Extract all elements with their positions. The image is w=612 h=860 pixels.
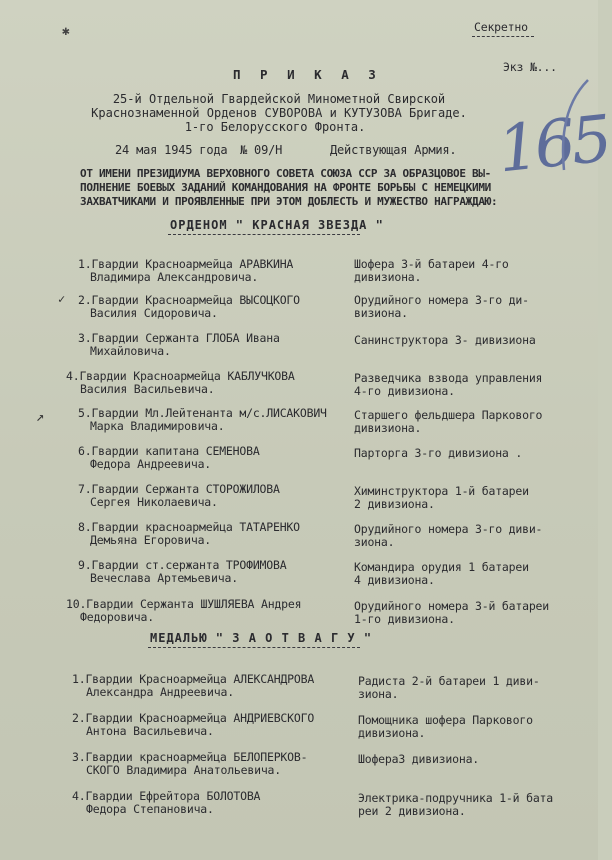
- corner-mark-icon: ✱: [62, 24, 70, 39]
- list-item-position: Химинструктора 1-й батареи: [354, 484, 529, 498]
- section-title-underline: [148, 647, 360, 648]
- document-title: П Р И К А З: [233, 67, 382, 82]
- list-item-position: Орудийного номера 3-го ди-: [354, 293, 529, 307]
- list-item-position: 1-го дивизиона.: [354, 612, 455, 626]
- intro-line-1: ОТ ИМЕНИ ПРЕЗИДИУМА ВЕРХОВНОГО СОВЕТА СОЮЗА ССР ЗА ОБРАЗЦОВОЕ ВЫ-: [80, 167, 491, 180]
- list-item-position: 4-го дивизиона.: [354, 384, 455, 398]
- intro-line-3: ЗАХВАТЧИКАМИ И ПРОЯВЛЕННЫЕ ПРИ ЭТОМ ДОБЛЕСТЬ И МУЖЕСТВО НАГРАЖДАЮ:: [80, 195, 498, 208]
- list-item-position: визиона.: [354, 306, 408, 320]
- list-item-name: 4.Гвардии Ефрейтора БОЛОТОВА: [72, 789, 261, 803]
- classification-underline: [472, 36, 534, 37]
- list-item-name: Антона Васильевича.: [86, 724, 214, 738]
- list-item-name: Михайловича.: [90, 344, 171, 358]
- header-line-1: 25-й Отдельной Гвардейской Минометной Свирской: [112, 92, 446, 106]
- list-item-position: реи 2 дивизиона.: [358, 804, 466, 818]
- list-item-name: 5.Гвардии Мл.Лейтенанта м/с.ЛИСАКОВИЧ: [78, 406, 327, 420]
- list-item-position: зиона.: [358, 687, 399, 701]
- header-line-3: 1-го Белорусского Фронта.: [184, 120, 366, 134]
- list-item-name: 4.Гвардии Красноармейца КАБЛУЧКОВА: [66, 369, 295, 383]
- list-item-position: Радиста 2-й батареи 1 диви-: [358, 674, 540, 688]
- order-number: № 09/Н: [240, 143, 283, 157]
- list-item-position: дивизиона.: [358, 726, 426, 740]
- list-item-position: Помощника шофера Паркового: [358, 713, 533, 727]
- list-item-name: Федора Степановича.: [86, 802, 214, 816]
- list-item-name: Вечеслава Артемьевича.: [90, 571, 238, 585]
- list-item-name: 7.Гвардии Сержанта СТОРОЖИЛОВА: [78, 482, 280, 496]
- list-item-name: 2.Гвардии Красноармейца ВЫСОЦКОГО: [78, 293, 300, 307]
- list-item-position: зиона.: [354, 535, 395, 549]
- list-item-position: Электрика-подручника 1-й бата: [358, 791, 553, 805]
- list-item-position: Шофера 3-й батареи 4-го: [354, 257, 509, 271]
- copy-label: Экз №...: [503, 60, 557, 74]
- section-title-red-star: ОРДЕНОМ " КРАСНАЯ ЗВЕЗДА ": [170, 218, 384, 232]
- order-date: 24 мая 1945 года: [115, 143, 228, 157]
- classification-label: Секретно: [474, 20, 528, 34]
- list-item-name: СКОГО Владимира Анатольевича.: [86, 763, 281, 777]
- list-item-name: 9.Гвардии ст.сержанта ТРОФИМОВА: [78, 558, 287, 572]
- section-title-bravery-medal: МЕДАЛЬЮ " З А О Т В А Г У ": [150, 631, 373, 645]
- army-label: Действующая Армия.: [330, 143, 457, 157]
- list-item-name: 3.Гвардии красноармейца БЕЛОПЕРКОВ-: [72, 750, 308, 764]
- list-item-name: 2.Гвардии Красноармейца АНДРИЕВСКОГО: [72, 711, 315, 725]
- list-item-position: дивизиона.: [354, 270, 422, 284]
- list-item-name: Василия Сидоровича.: [90, 306, 218, 320]
- list-item-name: Федоровича.: [80, 610, 154, 624]
- list-item-name: 10.Гвардии Сержанта ШУШЛЯЕВА Андрея: [66, 597, 302, 611]
- list-item-name: 1.Гвардии Красноармейца АЛЕКСАНДРОВА: [72, 672, 315, 686]
- list-item-position: Санинструктора 3- дивизиона: [354, 333, 536, 347]
- list-item-position: дивизиона.: [354, 421, 422, 435]
- list-item-position: Разведчика взвода управления: [354, 371, 543, 385]
- list-item-name: Александра Андреевича.: [86, 685, 234, 699]
- list-item-name: Федора Андреевича.: [90, 457, 212, 471]
- header-line-2: Краснознаменной Орденов СУВОРОВА и КУТУЗОВА Бригаде.: [91, 106, 467, 120]
- list-item-position: 4 дивизиона.: [354, 573, 435, 587]
- list-item-position: Орудийного номера 3-го диви-: [354, 522, 543, 536]
- list-item-position: 2 дивизиона.: [354, 497, 435, 511]
- list-item-name: 6.Гвардии капитана СЕМЕНОВА: [78, 444, 260, 458]
- list-item-name: Марка Владимировича.: [90, 419, 225, 433]
- intro-line-2: ПОЛНЕНИЕ БОЕВЫХ ЗАДАНИЙ КОМАНДОВАНИЯ НА ФРОНТЕ БОРЬБЫ С НЕМЕЦКИМИ: [80, 181, 491, 194]
- margin-mark-icon: ✓: [58, 292, 66, 306]
- list-item-position: Командира орудия 1 батареи: [354, 560, 529, 574]
- section-title-underline: [168, 234, 360, 235]
- list-item-position: Старшего фельдшера Паркового: [354, 408, 543, 422]
- handwritten-number: 165: [494, 102, 612, 188]
- list-item-position: Шофера3 дивизиона.: [358, 752, 480, 766]
- list-item-name: Демьяна Егоровича.: [90, 533, 212, 547]
- list-item-name: Владимира Александровича.: [90, 270, 259, 284]
- list-item-name: 1.Гвардии Красноармейца АРАВКИНА: [78, 257, 294, 271]
- list-item-name: 3.Гвардии Сержанта ГЛОБА Ивана: [78, 331, 280, 345]
- margin-mark-icon: ↗: [36, 409, 45, 425]
- list-item-name: Сергея Николаевича.: [90, 495, 218, 509]
- list-item-position: Орудийного номера 3-й батареи: [354, 599, 549, 613]
- list-item-position: Парторга 3-го дивизиона .: [354, 446, 523, 460]
- list-item-name: 8.Гвардии красноармейца ТАТАРЕНКО: [78, 520, 300, 534]
- list-item-name: Василия Васильевича.: [80, 382, 215, 396]
